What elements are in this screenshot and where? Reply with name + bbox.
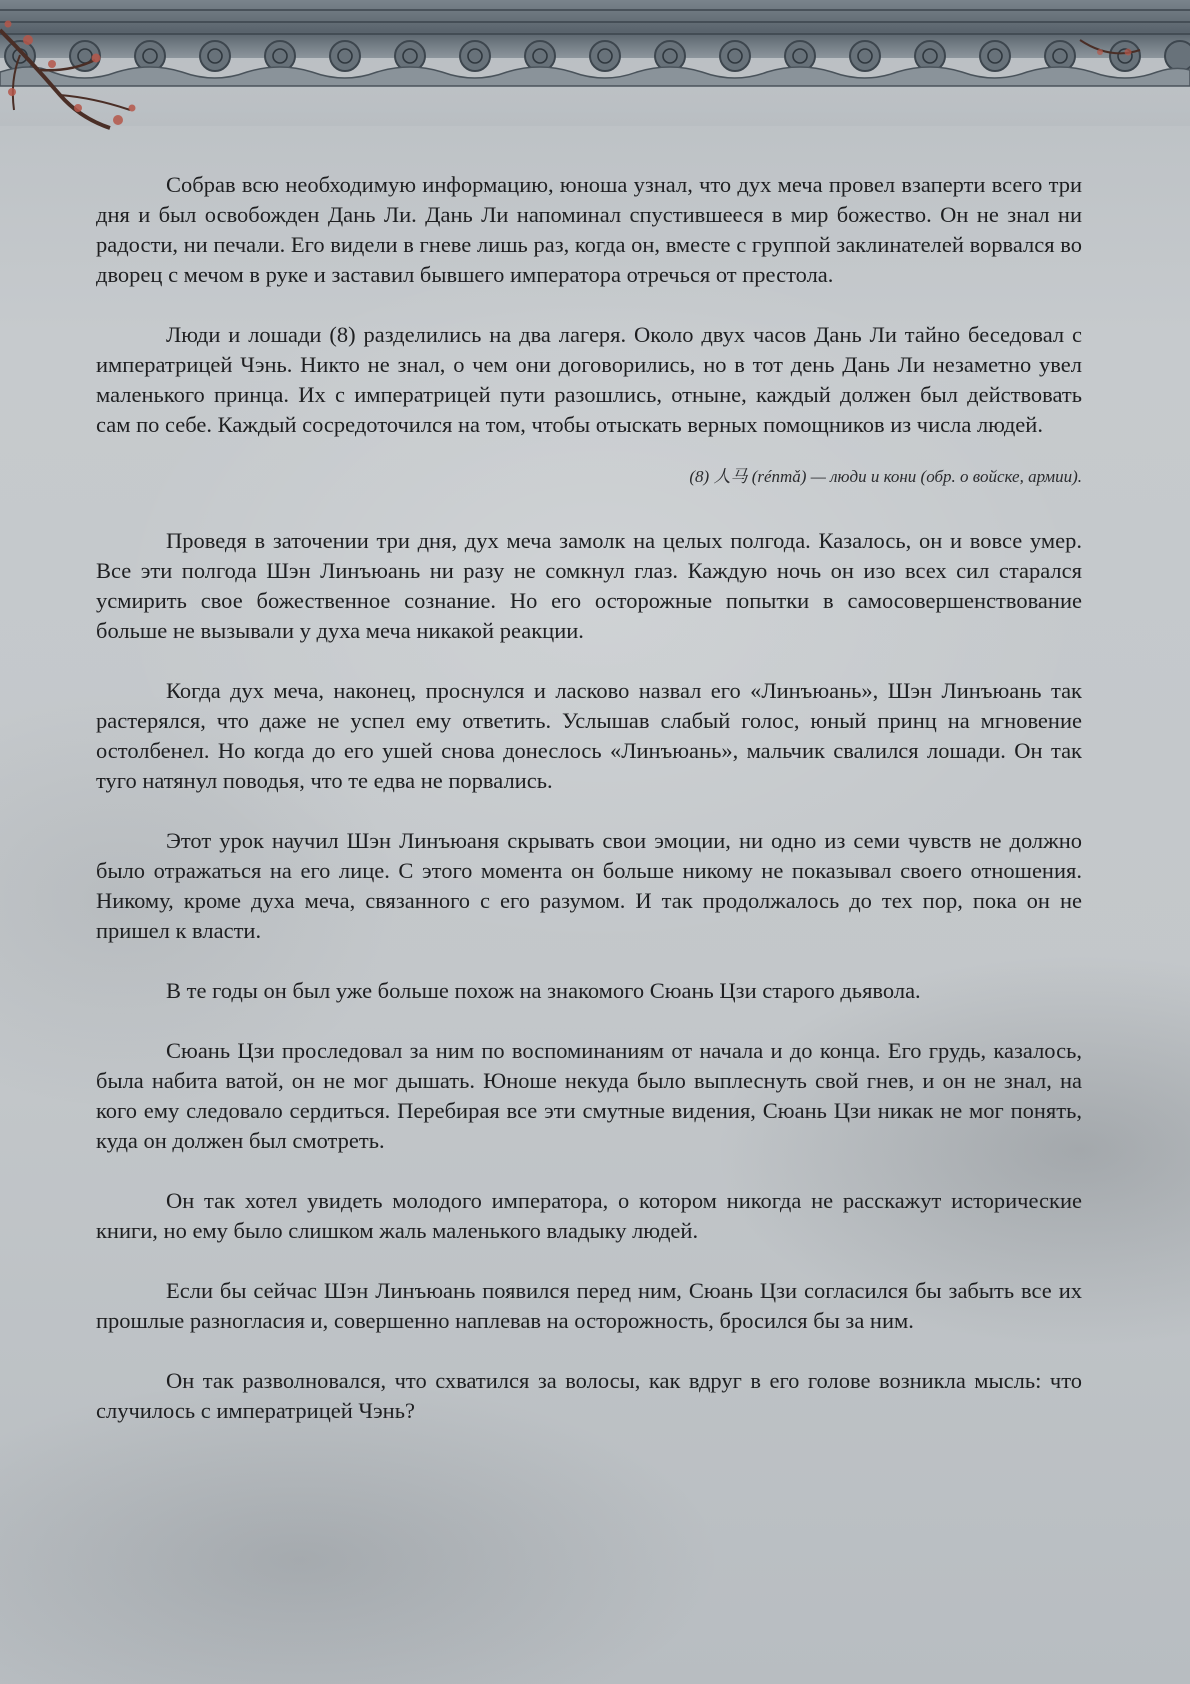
paragraph: Сюань Цзи проследовал за ним по воспоминаниям от начала и до конца. Его грудь, казалось, была набита ватой, он не мог дышать. Юноше некуда было выплеснуть свой гнев, и он не знал, на кого ему следовало сердиться. Перебирая все эти смутные видения, Сюань Цзи никак не мог понять, куда он должен был смотреть. <box>96 1038 1082 1153</box>
text-body <box>96 170 1082 1456</box>
paragraph: Если бы сейчас Шэн Линъюань появился перед ним, Сюань Цзи согласился бы забыть все их прошлые разногласия и, совершенно наплевав на осторожность, бросился бы за ним. <box>96 1278 1082 1333</box>
paragraph: Проведя в заточении три дня, дух меча замолк на целых полгода. Казалось, он и вовсе умер. Все эти полгода Шэн Линъюань ни разу не сомкнул глаз. Каждую ночь он изо всех сил старался усмирить свое божественное сознание. Но его осторожные попытки в самосовершенствование больше не вызывали у духа меча никакой реакции. <box>96 528 1082 643</box>
paragraph: Собрав всю необходимую информацию, юноша узнал, что дух меча провел взаперти всего три дня и был освобожден Дань Ли. Дань Ли напоминал спустившееся в мир божество. Он не знал ни радости, ни печали. Его видели в гневе лишь раз, когда он, вместе с группой заклинателей ворвался во дворец с мечом в руке и заставил бывшего императора отречься от престола. <box>96 172 1082 287</box>
paragraph: Люди и лошади (8) разделились на два лагеря. Около двух часов Дань Ли тайно беседовал с императрицей Чэнь. Никто не знал, о чем они договорились, но в тот день Дань Ли незаметно увел маленького принца. Их с императрицей пути разошлись, отныне, каждый должен был действовать сам по себе. Каждый сосредоточился на том, чтобы отыскать верных помощников из числа людей. <box>96 322 1082 437</box>
paragraph: Этот урок научил Шэн Линъюаня скрывать свои эмоции, ни одно из семи чувств не должно было отражаться на его лице. С этого момента он больше никому не показывал своего отношения. Никому, кроме духа меча, связанного с его разумом. И так продолжалось до тех пор, пока он не пришел к власти. <box>96 828 1082 943</box>
paragraph: Когда дух меча, наконец, проснулся и ласково назвал его «Линъюань», Шэн Линъюань так растерялся, что даже не успел ему ответить. Услышав слабый голос, юный принц на мгновение остолбенел. Но когда до его ушей снова донеслось «Линъюань», мальчик свалился лошади. Он так туго натянул поводья, что те едва не порвались. <box>96 678 1082 793</box>
roof-tiles-icon <box>0 0 1190 140</box>
paragraph: Он так разволновался, что схватился за волосы, как вдруг в его голове возникла мысль: что случилось с императрицей Чэнь? <box>96 1368 1082 1423</box>
paragraph: Он так хотел увидеть молодого императора, о котором никогда не расскажут исторические книги, но ему было слишком жаль маленького владыку людей. <box>96 1188 1082 1243</box>
paragraph: В те годы он был уже больше похож на знакомого Сюань Цзи старого дьявола. <box>166 978 921 1003</box>
footnote: (8) 人马 (rénmǎ) — люди и кони (обр. о войске, армии). <box>689 467 1082 486</box>
